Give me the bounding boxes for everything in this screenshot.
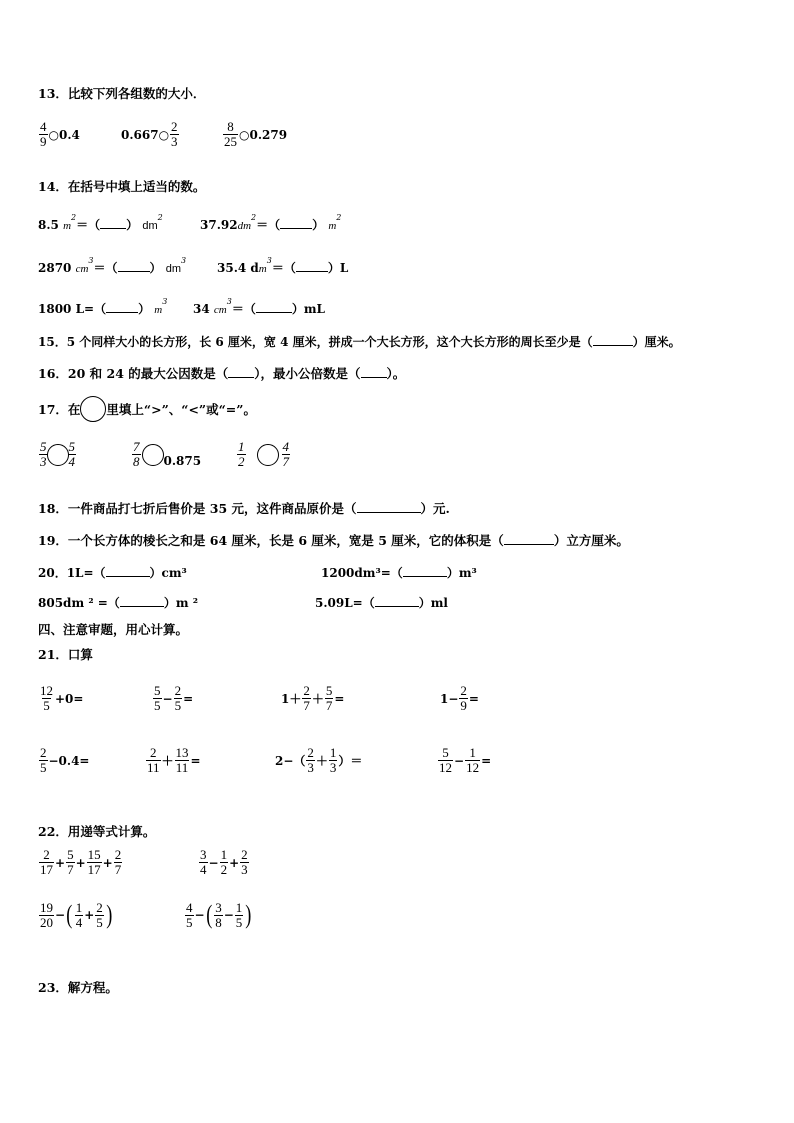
- fraction: $\frac{8}{25}$: [224, 119, 237, 149]
- q22-expr-2: $\frac{3}{4}$ − $\frac{1}{2}$ + $\frac{2}{3}$: [200, 847, 248, 877]
- fraction: $\frac{4}{9}$: [40, 119, 47, 149]
- compare-circle[interactable]: [47, 444, 69, 466]
- compare-circle[interactable]: [142, 444, 164, 466]
- q21-expr-2: $\frac{5}{5}$ − $\frac{2}{5}$ =: [154, 683, 194, 713]
- q21-expr-6: $\frac{2}{11}$ ＋ $\frac{13}{11}$ =: [147, 745, 201, 775]
- q14-item-5: 1800 L=（ ） $m^3$: [38, 297, 168, 316]
- q22-expr-1: $\frac{2}{17}$ + $\frac{5}{7}$ + $\frac{15}{17}$ + $\frac{2}{7}$: [40, 847, 122, 877]
- q21-expr-1: $\frac{12}{5}$ +0=: [40, 683, 84, 713]
- section-4-title: 四、注意审题，用心计算。: [38, 622, 189, 637]
- answer-blank[interactable]: [100, 218, 126, 229]
- circle-icon: [80, 396, 106, 422]
- q21-expr-3: 1＋ $\frac{2}{7}$ ＋ $\frac{5}{7}$ =: [281, 683, 345, 713]
- q13-compare-3: $\frac{8}{25}$ ○0.279: [224, 119, 288, 149]
- q17-title: 17．在 里填上“>”、“<”或“=”。: [38, 396, 256, 422]
- q17-compare-1: $\frac{5}{3}$ $\frac{5}{4}$: [40, 439, 75, 469]
- compare-circle[interactable]: [257, 444, 279, 466]
- q21-expr-4: 1− $\frac{2}{9}$ =: [440, 683, 479, 713]
- q18: 18．一件商品打七折后售价是 35 元，这件商品原价是（ ）元.: [38, 501, 450, 516]
- q21-title: 21．口算: [38, 647, 93, 662]
- q19: 19．一个长方体的棱长之和是 64 厘米，长是 6 厘米，宽是 5 厘米，它的体积是（ ）立方厘米。: [38, 533, 629, 548]
- answer-blank[interactable]: [118, 261, 150, 272]
- q17-compare-3: $\frac{1}{2}$ $\frac{4}{7}$: [238, 439, 289, 469]
- q21-expr-8: $\frac{5}{12}$ − $\frac{1}{12}$ =: [439, 745, 492, 775]
- answer-blank[interactable]: [106, 302, 138, 313]
- answer-blank[interactable]: [361, 367, 387, 378]
- answer-blank[interactable]: [280, 218, 312, 229]
- answer-blank[interactable]: [228, 367, 254, 378]
- q16: 16．20 和 24 的最大公因数是（ ），最小公倍数是（ ）。: [38, 366, 406, 381]
- q13-title: 13．比较下列各组数的大小．: [38, 86, 206, 101]
- answer-blank[interactable]: [375, 596, 419, 607]
- q20-item-4: 5.09L=（ ）ml: [315, 596, 448, 610]
- q22-expr-4: $\frac{4}{5}$ − ( $\frac{3}{8}$ − $\frac{1}{5}$ ): [186, 899, 252, 930]
- q17-compare-2: $\frac{7}{8}$ 0.875: [133, 439, 202, 469]
- q20-item-1: 20．1L=（ ）cm³: [38, 566, 187, 580]
- q20-item-2: 1200dm³=（ ）m³: [321, 566, 477, 580]
- q14-item-6: 34 $cm^3=$（ ）mL: [193, 297, 325, 316]
- q13-compare-1: $\frac{4}{9}$ ○0.4: [40, 119, 80, 149]
- q14-item-2: $37.92dm^2=$（ ） $m^2$: [200, 213, 342, 232]
- answer-blank[interactable]: [504, 534, 554, 545]
- answer-blank[interactable]: [120, 596, 164, 607]
- q23-title: 23．解方程。: [38, 980, 118, 995]
- answer-blank[interactable]: [296, 261, 328, 272]
- answer-blank[interactable]: [403, 566, 447, 577]
- q22-title: 22．用递等式计算。: [38, 824, 156, 839]
- q14-item-4: 35.4 $dm^3=$（ ）L: [217, 256, 349, 275]
- q14-title: 14．在括号中填上适当的数。: [38, 179, 206, 194]
- q15: 15．5 个同样大小的长方形，长 6 厘米，宽 4 厘米，拼成一个大长方形，这个大长方形的周长至少是（ ）厘米。: [38, 335, 681, 349]
- answer-blank[interactable]: [256, 302, 292, 313]
- answer-blank[interactable]: [357, 502, 421, 513]
- q21-expr-5: $\frac{2}{5}$ −0.4=: [40, 745, 90, 775]
- answer-blank[interactable]: [593, 335, 633, 346]
- fraction: $\frac{2}{3}$: [171, 119, 178, 149]
- q13-compare-2: 0.667○ $\frac{2}{3}$: [121, 119, 178, 149]
- q14-item-1: 8.5 $m^2=$（ ） $dm^2$: [38, 213, 163, 232]
- q22-expr-3: $\frac{19}{20}$ − ( $\frac{1}{4}$ + $\frac{2}{5}$ ): [40, 899, 113, 930]
- answer-blank[interactable]: [106, 566, 150, 577]
- q20-item-3: 805dm ² =（ ）m ²: [38, 596, 198, 610]
- q14-item-3: 2870 $cm^3=$（ ） $dm^3$: [38, 256, 187, 275]
- q21-expr-7: 2−（ $\frac{2}{3}$ ＋ $\frac{1}{3}$ ）＝: [275, 745, 363, 775]
